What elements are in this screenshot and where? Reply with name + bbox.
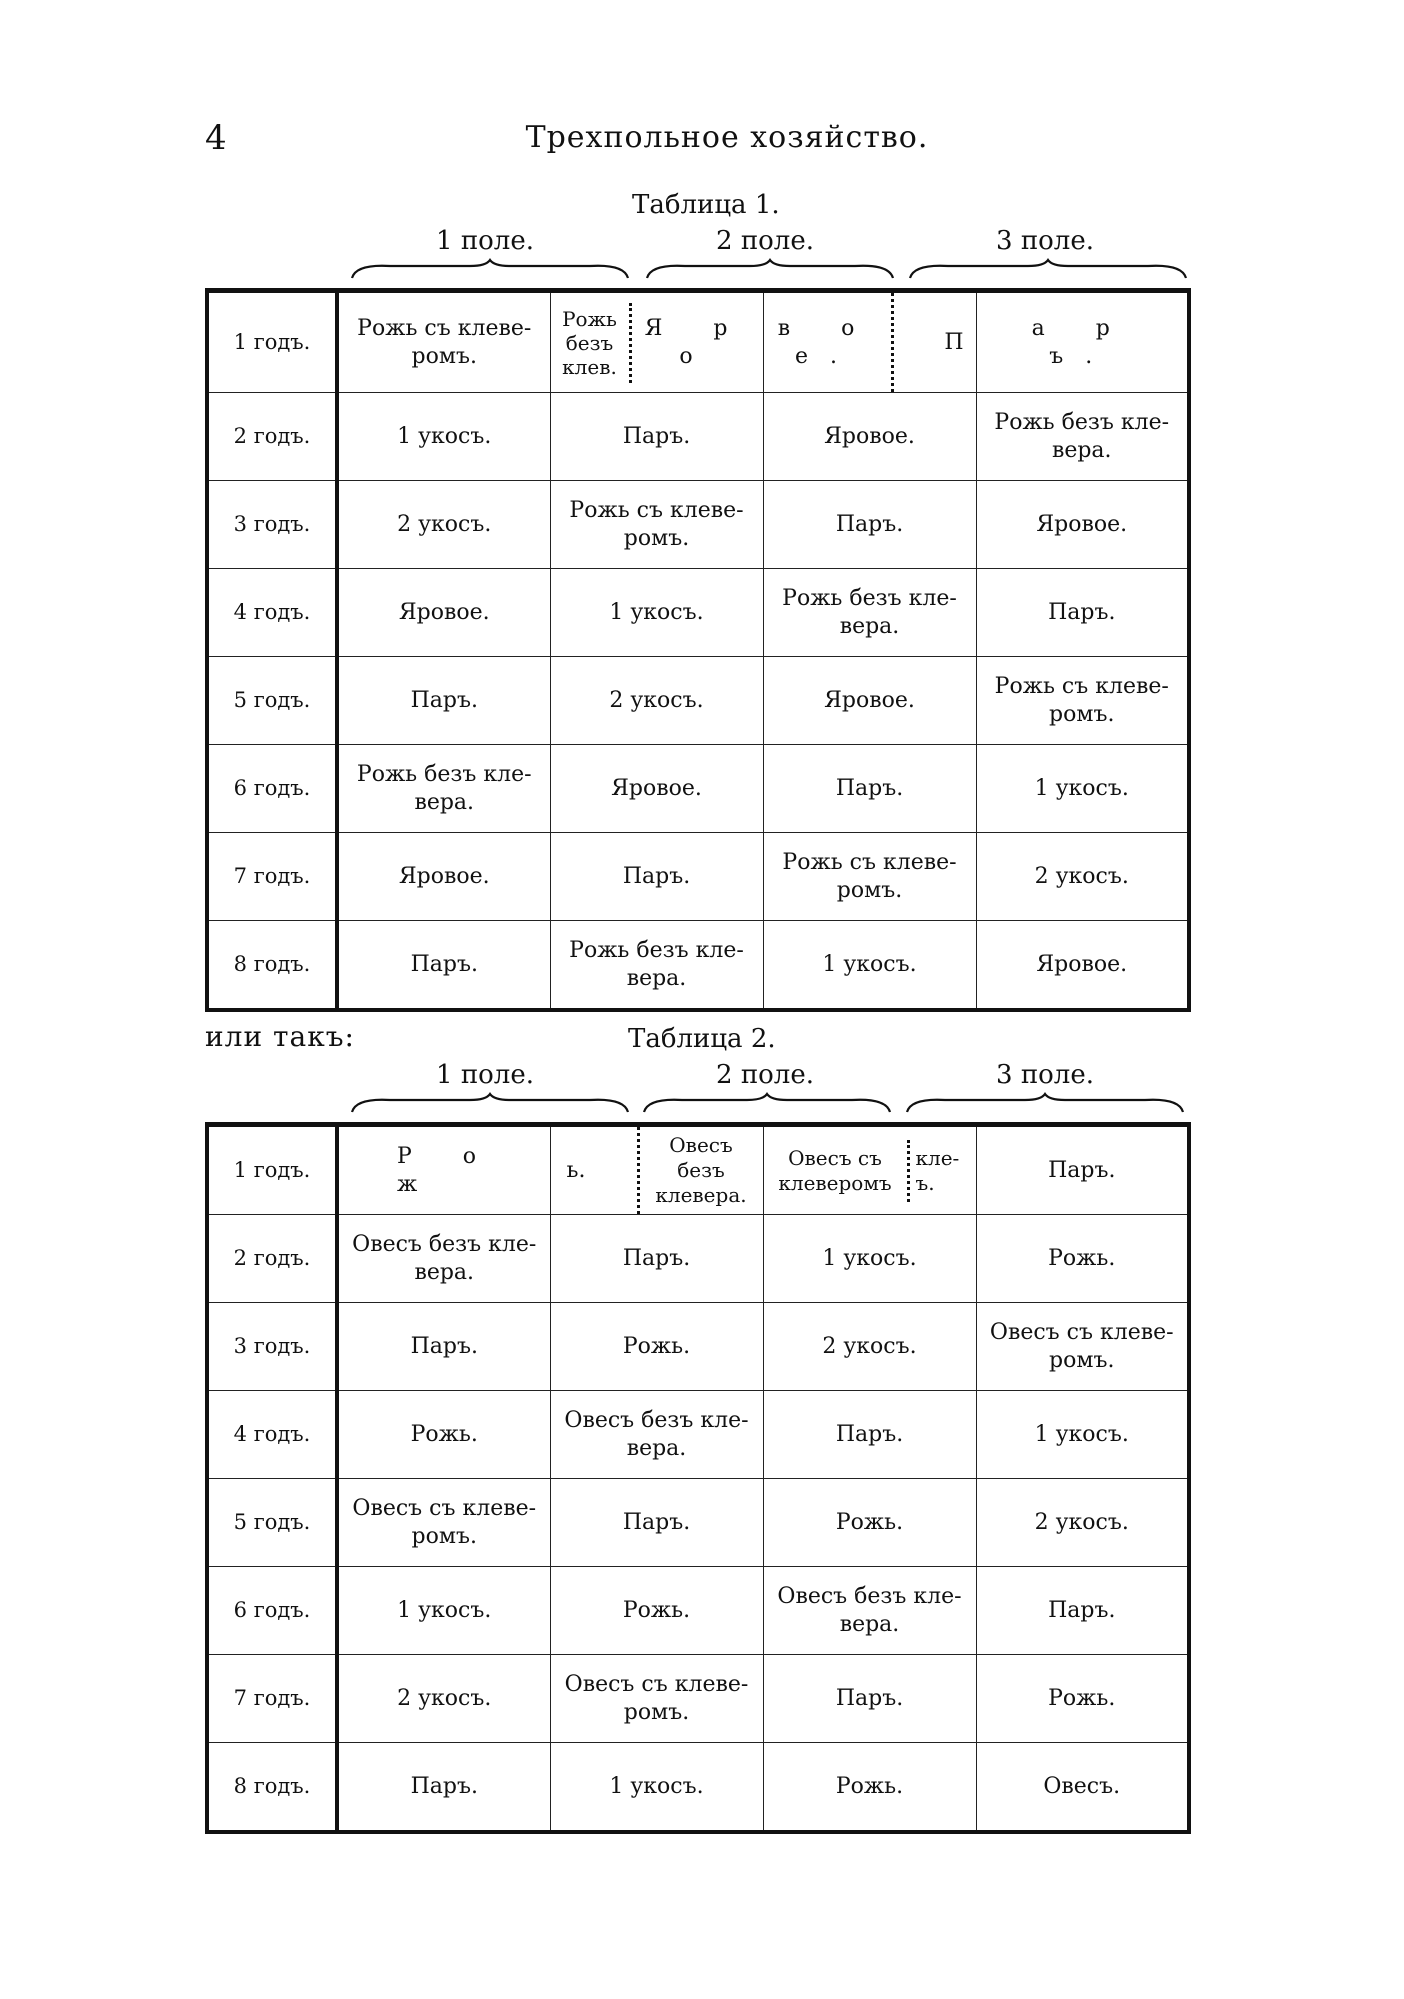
table-row [207,481,1189,569]
table-cell: 1 укосъ. [976,1391,1189,1479]
rotation-table-2 [205,1122,1191,1834]
table-cell: Рожь. [763,1743,976,1833]
table-cell: Овесъ безъ кле-вера. [337,1215,550,1303]
table-row [207,291,1189,393]
table-cell: Паръ. [550,1215,763,1303]
split-cell-left: ь. [566,1157,586,1183]
table-cell: Яровое. [763,393,976,481]
table-cell: Паръ. [337,1743,550,1833]
page-number: 4 [205,118,227,158]
table1-brace-3 [908,258,1188,282]
table1-brace-2 [645,258,895,282]
table1-field-3-label: 3 поле. [996,226,1094,256]
table-cell: Яровое. [763,657,976,745]
table-row [207,1479,1189,1567]
table-cell: Паръ. [337,1303,550,1391]
table-cell: Паръ. [976,569,1189,657]
table-row [207,569,1189,657]
table-cell: 1 укосъ. [550,1743,763,1833]
year-cell: 7 годъ. [207,833,337,921]
table-cell: Овесъ съ клеве-ромъ. [550,1655,763,1743]
table-row [207,1303,1189,1391]
table2-field-1-label: 1 поле. [436,1060,534,1090]
table-row [207,1391,1189,1479]
year-cell: 7 годъ. [207,1655,337,1743]
table-cell: Рожь безъ кле-вера. [976,393,1189,481]
table-cell: Рожь. [763,1479,976,1567]
table-cell: Паръ. [550,393,763,481]
table-cell: Паръ. [337,921,550,1011]
table-cell: Паръ. [976,1567,1189,1655]
split-cell-right: кле-ъ. [915,1145,960,1195]
year-cell: 3 годъ. [207,1303,337,1391]
table-cell: Яровое. [337,833,550,921]
table2-brace-3 [905,1092,1185,1116]
table-cell: Паръ. [337,657,550,745]
table-row [207,393,1189,481]
year-cell: 4 годъ. [207,1391,337,1479]
table-cell [550,291,763,393]
split-cell-left: в о е. [764,293,894,392]
connector-text: или такъ: [205,1020,355,1053]
split-cell-right: Я р о [644,316,750,369]
table-cell: Рожь съ клеве-ромъ. [337,291,550,393]
table1-field-1-label: 1 поле. [436,226,534,256]
table-row [207,1567,1189,1655]
table-cell: Паръ. [763,1655,976,1743]
table-cell: Рожь безъ кле-вера. [763,569,976,657]
table2-brace-2 [642,1092,892,1116]
table-cell: Яровое. [976,921,1189,1011]
table-cell: 2 укосъ. [550,657,763,745]
table-cell: 2 укосъ. [337,1655,550,1743]
year-cell: 2 годъ. [207,393,337,481]
table-cell: Яровое. [337,569,550,657]
year-cell: 8 годъ. [207,921,337,1011]
table-cell: Рожь. [337,1391,550,1479]
table-cell: Паръ. [976,1125,1189,1215]
table-row [207,1215,1189,1303]
table-cell: Рожь. [976,1215,1189,1303]
table-row [207,745,1189,833]
year-cell: 5 годъ. [207,657,337,745]
table-cell: 1 укосъ. [337,1567,550,1655]
table-cell [763,1125,976,1215]
table-row [207,657,1189,745]
table-cell: Рожь. [976,1655,1189,1743]
table-row [207,1743,1189,1833]
table-cell: Рожь. [550,1567,763,1655]
year-cell: 2 годъ. [207,1215,337,1303]
table-cell: Рожь съ клеве-ромъ. [763,833,976,921]
table-cell: 2 укосъ. [976,1479,1189,1567]
table-cell: Овесъ безъ кле-вера. [763,1567,976,1655]
table-cell: а р ъ. [976,291,1189,393]
table-cell: Р о ж [337,1125,550,1215]
table-cell: Овесъ безъ кле-вера. [550,1391,763,1479]
year-cell: 3 годъ. [207,481,337,569]
table-row [207,921,1189,1011]
table-cell: Паръ. [550,1479,763,1567]
table1-brace-1 [350,258,630,282]
table-cell: 1 укосъ. [763,921,976,1011]
split-cell-right: П [944,329,964,355]
table-cell: Овесъ. [976,1743,1189,1833]
table-cell: Яровое. [550,745,763,833]
year-cell: 1 годъ. [207,1125,337,1215]
table-cell: Паръ. [550,833,763,921]
table-row [207,833,1189,921]
year-cell: 6 годъ. [207,1567,337,1655]
table-cell: 1 укосъ. [550,569,763,657]
table-cell: Рожь съ клеве-ромъ. [976,657,1189,745]
table-cell: Паръ. [763,481,976,569]
year-cell: 8 годъ. [207,1743,337,1833]
table-cell: Рожь безъ кле-вера. [337,745,550,833]
table2-caption: Таблица 2. [628,1024,776,1054]
table-cell: Рожь безъ кле-вера. [550,921,763,1011]
table-cell: Паръ. [763,1391,976,1479]
rotation-table-1 [205,288,1191,1012]
table-cell: Яровое. [976,481,1189,569]
table2-field-3-label: 3 поле. [996,1060,1094,1090]
table-cell: 1 укосъ. [337,393,550,481]
split-cell-left: Рожь безъ клев. [551,303,632,383]
table1-caption: Таблица 1. [632,190,780,220]
table-row [207,1655,1189,1743]
table2-field-2-label: 2 поле. [716,1060,814,1090]
table-cell: Рожь съ клеве-ромъ. [550,481,763,569]
split-cell-left: Овесъ съ клеверомъ [764,1140,910,1202]
table-cell: Овесъ съ клеве-ромъ. [337,1479,550,1567]
table-cell: Паръ. [763,745,976,833]
split-cell-right: Овесъ безъ клевера. [637,1127,763,1214]
table-cell: Рожь. [550,1303,763,1391]
table-cell: 2 укосъ. [763,1303,976,1391]
table-cell: 1 укосъ. [763,1215,976,1303]
table-cell: 2 укосъ. [976,833,1189,921]
table-cell: Овесъ съ клеве-ромъ. [976,1303,1189,1391]
table1-field-2-label: 2 поле. [716,226,814,256]
table-cell: 1 укосъ. [976,745,1189,833]
table-cell: 2 укосъ. [337,481,550,569]
year-cell: 4 годъ. [207,569,337,657]
year-cell: 6 годъ. [207,745,337,833]
table2-brace-1 [350,1092,630,1116]
year-cell: 1 годъ. [207,291,337,393]
table-cell [550,1125,763,1215]
table-row [207,1125,1189,1215]
running-title: Трехпольное хозяйство. [525,120,929,155]
table-cell [763,291,976,393]
year-cell: 5 годъ. [207,1479,337,1567]
